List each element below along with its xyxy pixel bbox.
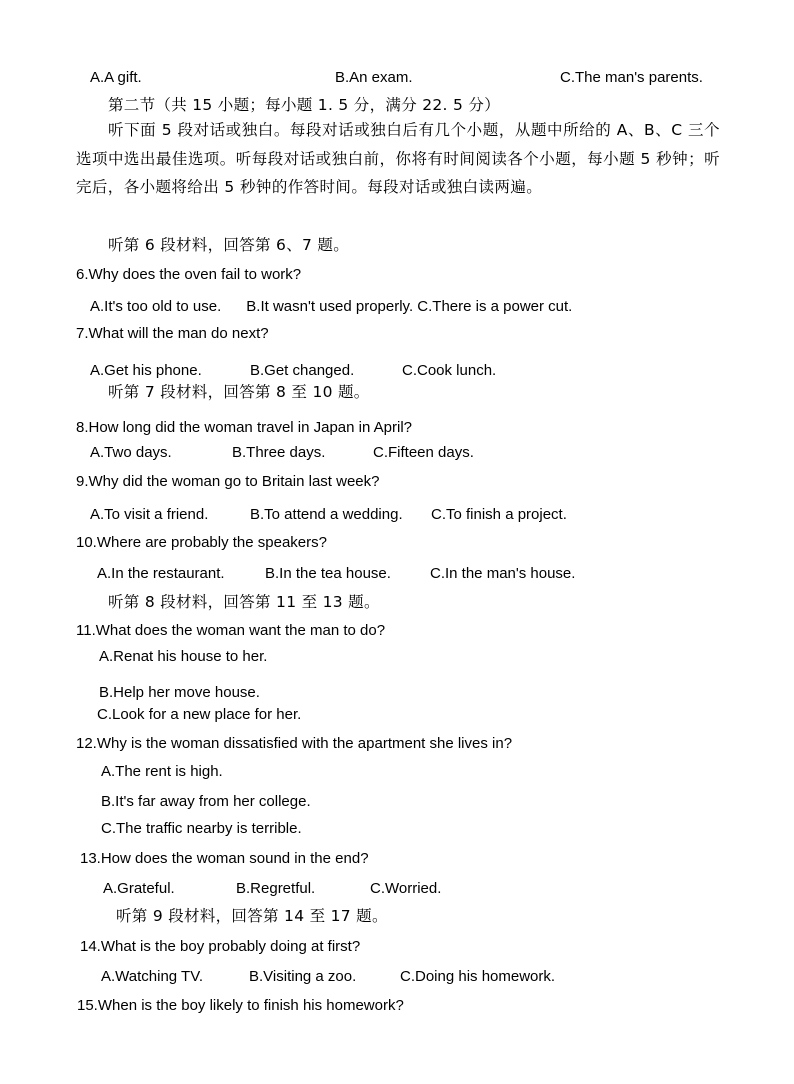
question-10-option-c: C.In the man's house.	[430, 565, 576, 582]
question-7-option-c: C.Cook lunch.	[402, 362, 497, 379]
question-9-stem: 9.Why did the woman go to Britain last week?	[76, 473, 380, 490]
question-12-option-b: B.It's far away from her college.	[101, 793, 311, 810]
question-13-option-b: B.Regretful.	[236, 880, 316, 897]
question-11-option-b: B.Help her move house.	[99, 684, 260, 701]
question-11-option-a: A.Renat his house to her.	[99, 648, 268, 665]
option-c: C.The man's parents.	[560, 69, 703, 86]
question-12-option-c: C.The traffic nearby is terrible.	[101, 820, 302, 837]
material-8-label: 听第 8 段材料，回答第 11 至 13 题。	[108, 593, 380, 611]
question-13-stem: 13.How does the woman sound in the end?	[80, 850, 369, 867]
option-b: B.An exam.	[335, 69, 413, 86]
question-10-option-a: A.In the restaurant.	[97, 565, 225, 582]
option-a: A.A gift.	[90, 69, 142, 86]
question-13-option-c: C.Worried.	[370, 880, 442, 897]
section-heading: 第二节（共 15 小题；每小题 1. 5 分，满分 22. 5 分）	[108, 96, 501, 114]
question-7-option-a: A.Get his phone.	[90, 362, 202, 379]
question-12-stem: 12.Why is the woman dissatisfied with the apartment she lives in?	[76, 735, 513, 752]
question-12-option-a: A.The rent is high.	[101, 763, 223, 780]
question-14-stem: 14.What is the boy probably doing at first?	[80, 938, 361, 955]
question-10-stem: 10.Where are probably the speakers?	[76, 534, 327, 551]
question-11-stem: 11.What does the woman want the man to do?	[76, 622, 386, 639]
question-11-option-c: C.Look for a new place for her.	[97, 706, 302, 723]
question-9-option-a: A.To visit a friend.	[90, 506, 209, 523]
section-instructions: 听下面 5 段对话或独白。每段对话或独白后有几个小题，从题中所给的 A、B、C 三个选项中选出最佳选项。听每段对话或独白前，你将有时间阅读各个小题，每小题 5 秒钟；听完后，各小题将给出 5 秒钟的作答时间。每段对话或独白读两遍。	[76, 121, 720, 196]
question-7-option-b: B.Get changed.	[250, 362, 355, 379]
question-6-stem: 6.Why does the oven fail to work?	[76, 266, 302, 283]
question-9-option-c: C.To finish a project.	[431, 506, 567, 523]
material-7-label: 听第 7 段材料，回答第 8 至 10 题。	[108, 383, 370, 401]
material-6-label: 听第 6 段材料，回答第 6、7 题。	[108, 236, 349, 254]
question-14-option-b: B.Visiting a zoo.	[249, 968, 357, 985]
material-9-label: 听第 9 段材料，回答第 14 至 17 题。	[116, 907, 388, 925]
question-6-options: A.It's too old to use. B.It wasn't used properly. C.There is a power cut.	[90, 298, 573, 315]
question-7-stem: 7.What will the man do next?	[76, 325, 269, 342]
question-8-option-c: C.Fifteen days.	[373, 444, 474, 461]
question-14-option-c: C.Doing his homework.	[400, 968, 556, 985]
question-8-stem: 8.How long did the woman travel in Japan in April?	[76, 419, 413, 436]
question-10-option-b: B.In the tea house.	[265, 565, 391, 582]
question-15-stem: 15.When is the boy likely to finish his homework?	[77, 997, 404, 1014]
question-14-option-a: A.Watching TV.	[101, 968, 203, 985]
question-13-option-a: A.Grateful.	[103, 880, 175, 897]
question-9-option-b: B.To attend a wedding.	[250, 506, 403, 523]
question-8-option-b: B.Three days.	[232, 444, 326, 461]
question-8-option-a: A.Two days.	[90, 444, 172, 461]
